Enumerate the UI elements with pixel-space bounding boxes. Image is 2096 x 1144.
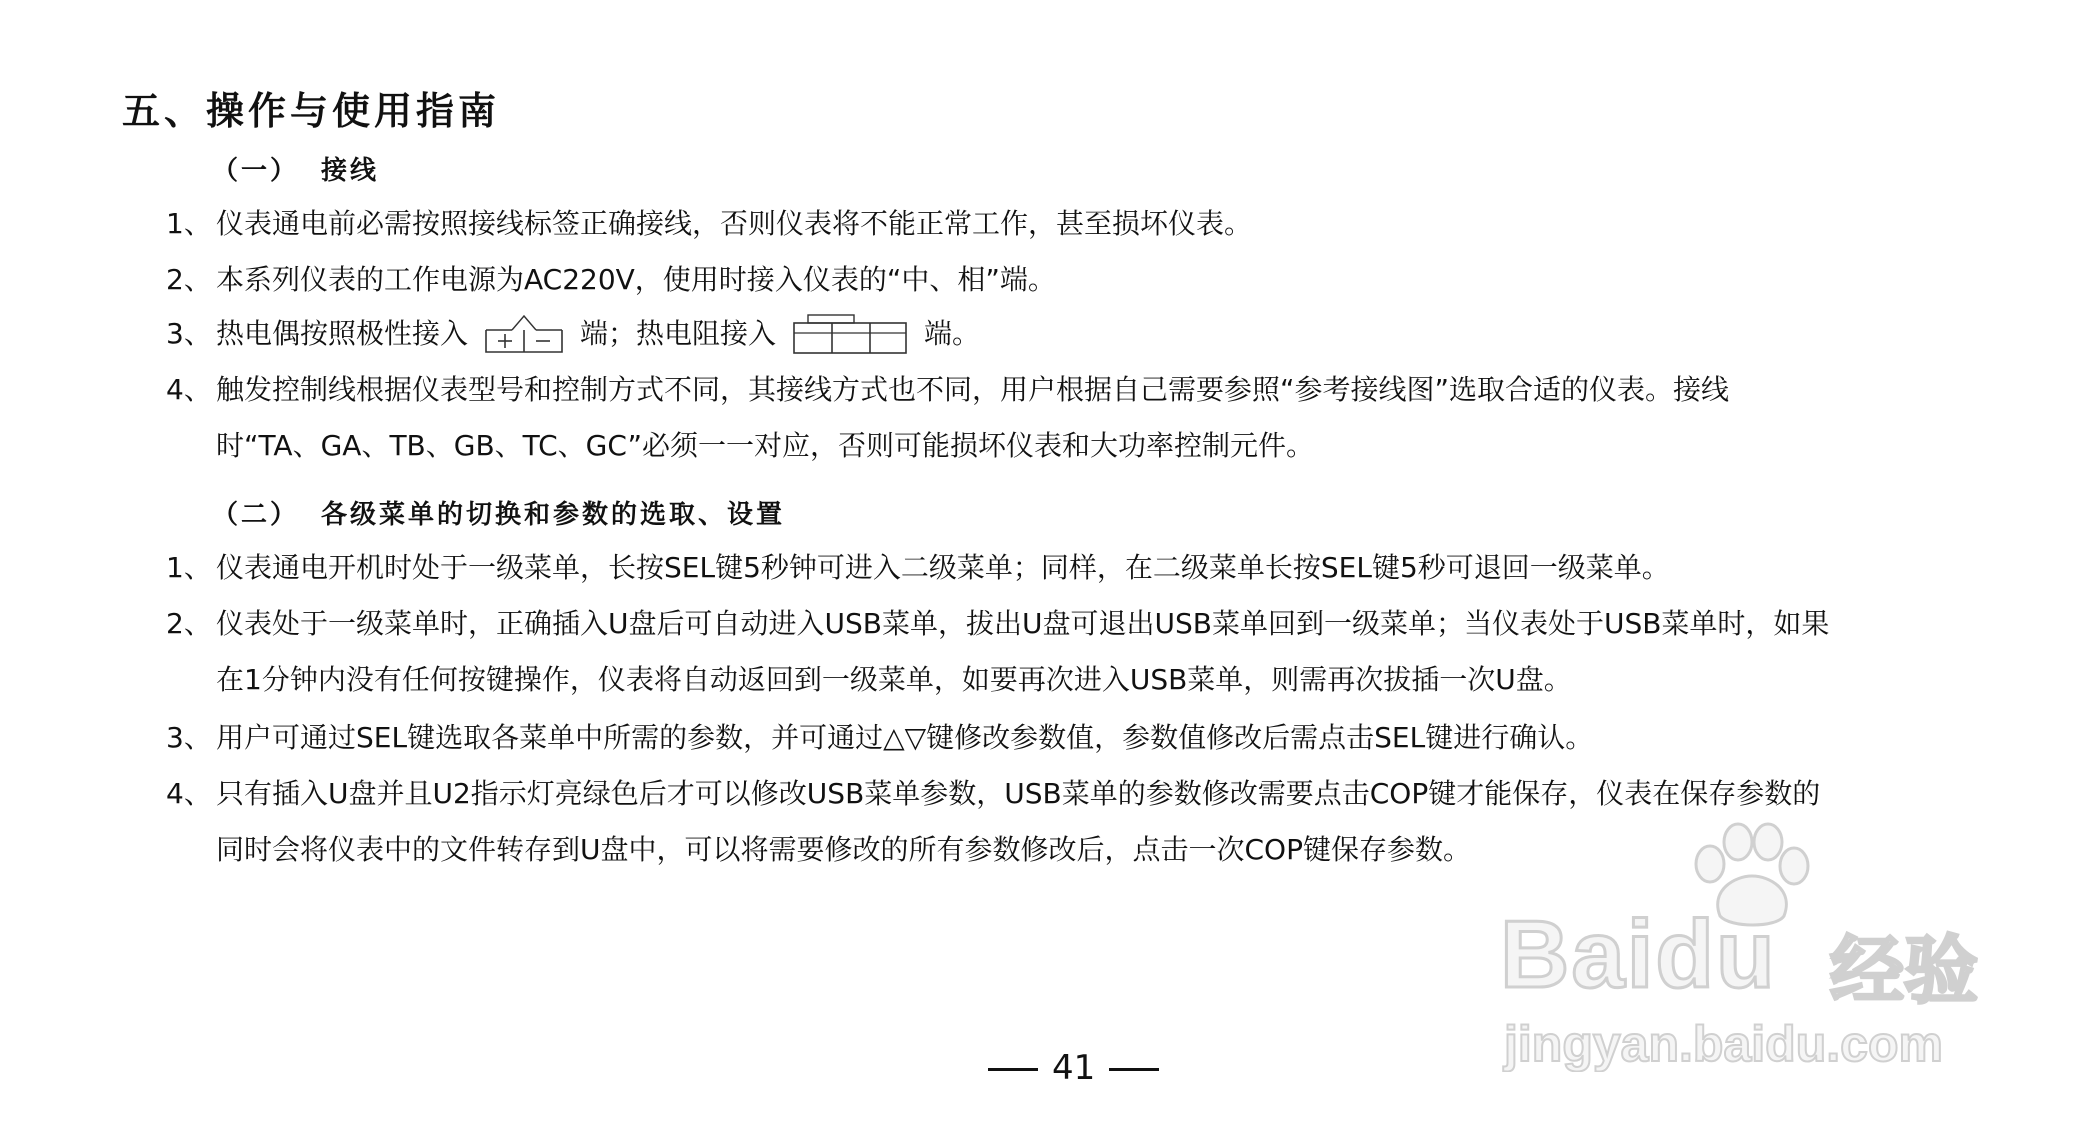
- subsection-menu-heading: [212, 494, 785, 531]
- list-item: 3、 用户可通过SEL键选取各菜单中所需的参数，并可通过△▽键修改参数值，参数值修改后需点击SEL键进行确认。: [166, 721, 1594, 754]
- subsection-prefix: （一）: [212, 156, 300, 186]
- list-item: 3、 热电偶按照极性接入 端；热电阻接入 端。: [166, 306, 1996, 362]
- subsection-prefix: （二）: [212, 500, 300, 530]
- list-item: 1、 仪表通电开机时处于一级菜单，长按SEL键5秒钟可进入二级菜单；同样，在二级菜单长按SEL键5秒可退回一级菜单。: [166, 551, 1670, 584]
- list-item: 2、 本系列仪表的工作电源为AC220V，使用时接入仪表的“中、相”端。: [166, 263, 1056, 296]
- rtd-terminal-icon: [790, 313, 910, 357]
- watermark-url: jingyan.baidu.com: [1504, 1016, 1943, 1072]
- page-number-dash-right: [1109, 1068, 1159, 1071]
- page-number-dash-left: [988, 1068, 1038, 1071]
- thermocouple-terminal-icon: [482, 314, 566, 356]
- watermark-brand: Baidu: [1500, 901, 1777, 1008]
- section-title: 五、操作与使用指南: [122, 89, 501, 133]
- subsection-title: 接线: [321, 156, 380, 186]
- baidu-jingyan-watermark: [1490, 820, 1990, 1070]
- list-item: 1、 仪表通电前必需按照接线标签正确接线，否则仪表将不能正常工作，甚至损坏仪表。: [166, 207, 1253, 240]
- list-item: 4、 触发控制线根据仪表型号和控制方式不同，其接线方式也不同，用户根据自己需要参照“参考接线图”选取合适的仪表。接线 时“TA、GA、TB、GB、TC、GC”必须一一对应，否则可能损坏仪表和大功率控制元件。: [166, 373, 1730, 462]
- page-number: 41: [974, 1048, 1173, 1088]
- subsection-title: 各级菜单的切换和参数的选取、设置: [321, 500, 786, 530]
- list-item: 2、 仪表处于一级菜单时，正确插入U盘后可自动进入USB菜单，拔出U盘可退出USB菜单回到一级菜单；当仪表处于USB菜单时，如果 在1分钟内没有任何按键操作，仪表将自动返回到一级菜单，如要再次进入USB菜单，则需再次拔插一次U盘。: [166, 607, 1830, 696]
- subsection-wiring-heading: [212, 150, 379, 187]
- watermark-brand-cn: 经验: [1830, 928, 1978, 1014]
- list-item: 4、 只有插入U盘并且U2指示灯亮绿色后才可以修改USB菜单参数，USB菜单的参数修改需要点击COP键才能保存，仪表在保存参数的 同时会将仪表中的文件转存到U盘中，可以将需要修改的所有参数修改后，点击一次COP键保存参数。: [166, 777, 1821, 866]
